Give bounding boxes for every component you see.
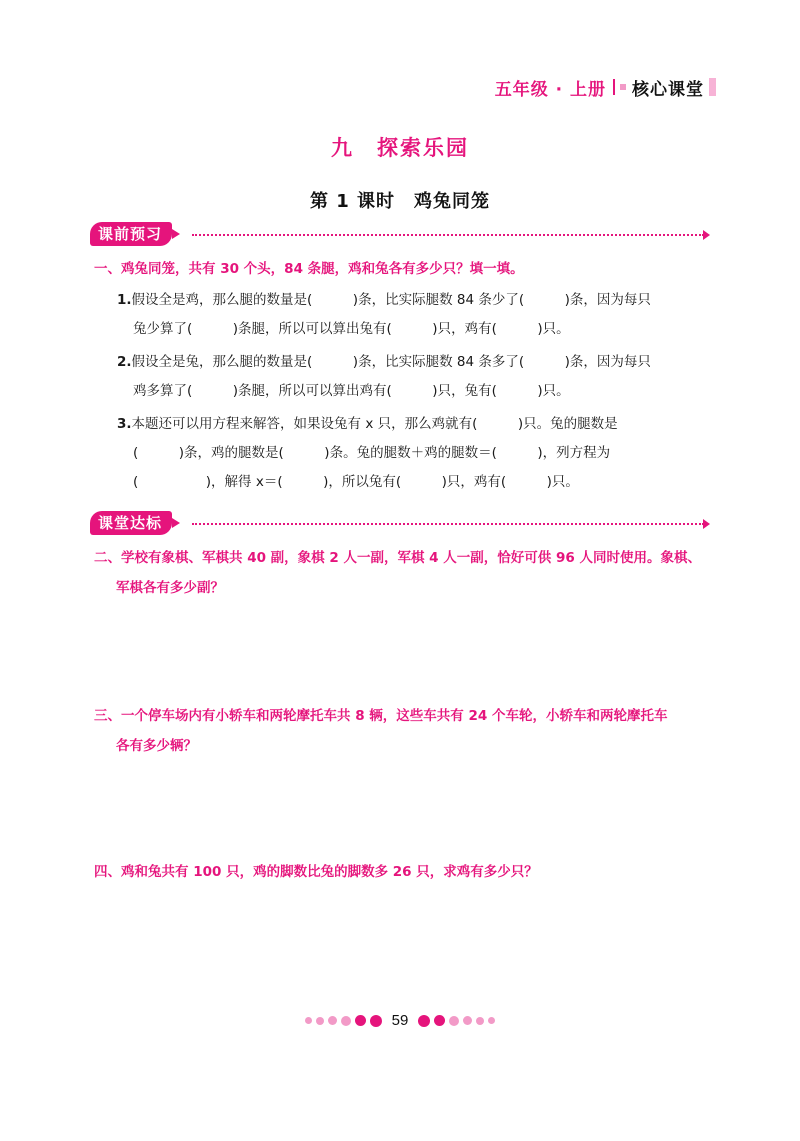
footer-dot-icon xyxy=(476,1017,484,1025)
footer-dot-icon xyxy=(463,1016,472,1025)
page-header xyxy=(495,76,716,98)
section-banner-class xyxy=(90,511,710,537)
footer-dot-icon xyxy=(355,1015,366,1026)
header-end-bar xyxy=(709,78,716,96)
section-badge-class xyxy=(90,511,172,535)
item-line: 兔少算了( )条腿，所以可以算出兔有( )只，鸡有( )只。 xyxy=(133,321,570,337)
header-square-icon xyxy=(620,84,626,90)
footer-dot-icon xyxy=(434,1015,445,1026)
footer-dot-icon xyxy=(449,1016,459,1026)
question-3 xyxy=(94,706,714,756)
header-divider xyxy=(613,79,615,95)
grade-label: 五年级 · 上册 xyxy=(494,79,606,100)
brand-label: 核心课堂 xyxy=(632,79,704,100)
footer-dot-icon xyxy=(341,1016,351,1026)
footer-dot-icon xyxy=(305,1017,312,1024)
footer-dot-icon xyxy=(328,1016,337,1025)
question-1-item-1 xyxy=(117,290,717,339)
question-2-line-2: 军棋各有多少副？ xyxy=(116,580,224,596)
section-banner-preview xyxy=(90,222,710,248)
section-badge-label: 课前预习 xyxy=(98,225,163,243)
section-badge-preview xyxy=(90,222,172,246)
item-line: ( )条，鸡的腿数是( )条。兔的腿数＋鸡的腿数＝( )，列方程为 xyxy=(133,445,611,461)
item-line: 鸡多算了( )条腿，所以可以算出鸡有( )只，兔有( )只。 xyxy=(133,383,570,399)
section-badge-label: 课堂达标 xyxy=(98,514,163,532)
question-3-line-2: 各有多少辆？ xyxy=(116,738,197,754)
question-4-line-1: 四、鸡和兔共有 100 只，鸡的脚数比兔的脚数多 26 只，求鸡有多少只？ xyxy=(94,864,538,880)
arrow-right-icon xyxy=(703,230,710,240)
dotted-divider xyxy=(192,234,704,236)
item-number: 3. xyxy=(117,416,132,432)
lesson-title: 第 1 课时 鸡兔同笼 xyxy=(309,191,491,212)
dotted-divider xyxy=(192,523,704,525)
chapter-title: 九 探索乐园 xyxy=(331,136,469,160)
question-2 xyxy=(94,548,714,598)
footer-dot-icon xyxy=(316,1017,324,1025)
arrow-right-icon xyxy=(703,519,710,529)
footer-dot-icon xyxy=(418,1015,430,1027)
question-4 xyxy=(94,862,714,882)
footer-dot-icon xyxy=(370,1015,382,1027)
question-1-item-2 xyxy=(117,352,717,401)
page-footer xyxy=(0,1012,800,1029)
question-1-item-3 xyxy=(117,414,717,492)
question-3-line-1: 三、一个停车场内有小轿车和两轮摩托车共 8 辆，这些车共有 24 个车轮，小轿车和两轮摩托车 xyxy=(94,708,668,724)
item-line: ( )，解得 x＝( )，所以兔有( )只，鸡有( )只。 xyxy=(133,474,579,490)
item-line: 假设全是鸡，那么腿的数量是( )条，比实际腿数 84 条少了( )条，因为每只 xyxy=(131,292,651,308)
badge-tail-icon xyxy=(172,229,180,239)
question-2-line-1: 二、学校有象棋、军棋共 40 副，象棋 2 人一副，军棋 4 人一副，恰好可供 96 人同时使用。象棋、 xyxy=(94,550,701,566)
badge-tail-icon xyxy=(172,518,180,528)
footer-dot-icon xyxy=(488,1017,495,1024)
item-line: 假设全是兔，那么腿的数量是( )条，比实际腿数 84 条多了( )条，因为每只 xyxy=(131,354,651,370)
question-1-title: 一、鸡兔同笼，共有 30 个头，84 条腿，鸡和兔各有多少只？填一填。 xyxy=(94,261,524,277)
page-number: 59 xyxy=(391,1012,409,1029)
item-line: 本题还可以用方程来解答，如果设兔有 x 只，那么鸡就有( )只。兔的腿数是 xyxy=(131,416,618,432)
item-number: 2. xyxy=(117,354,132,370)
item-number: 1. xyxy=(117,292,132,308)
